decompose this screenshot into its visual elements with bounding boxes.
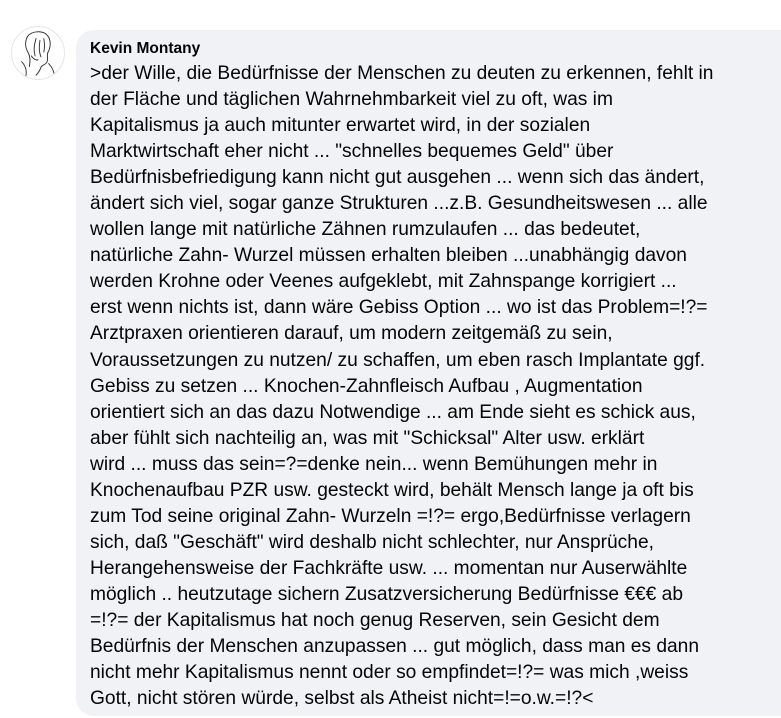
- avatar[interactable]: [11, 26, 65, 80]
- comment-line: nicht mehr Kapitalismus nennt oder so empfindet=!?= was mich ,weiss: [90, 662, 689, 684]
- comment-line: aber fühlt sich nachteilig an, was mit "Schicksal" Alter usw. erklärt: [90, 427, 645, 449]
- comment-line: sich, daß "Geschäft" wird deshalb nicht schlechter, nur Ansprüche,: [90, 531, 654, 553]
- comment-line: natürliche Zahn- Wurzel müssen erhalten bleiben ...unabhängig davon: [90, 245, 687, 267]
- comment-line: Kapitalismus ja auch mitunter erwartet wird, in der sozialen: [90, 115, 591, 137]
- comment-line: wird ... muss das sein=?=denke nein... wenn Bemühungen mehr in: [90, 453, 658, 475]
- comment-text: [90, 61, 773, 712]
- comment-line: wollen lange mit natürliche Zähnen rumzulaufen ... das bedeutet,: [90, 219, 641, 241]
- comment-line: Gebiss zu setzen ... Knochen-Zahnfleisch Aufbau , Augmentation: [90, 375, 643, 397]
- comment-line: Herangehensweise der Fachkräfte usw. ... momentan nur Auserwählte: [90, 557, 688, 579]
- comment-line: Knochenaufbau PZR usw. gesteckt wird, behält Mensch lange ja oft bis: [90, 479, 694, 501]
- comment-line: der Fläche und täglichen Wahrnehmbarkeit viel zu oft, was im: [90, 89, 613, 111]
- comment-line: Gott, nicht stören würde, selbst als Atheist nicht=!=o.w.=!?<: [90, 688, 594, 710]
- comment-line: ändert sich viel, sogar ganze Strukturen ...z.B. Gesundheitswesen ... alle: [90, 193, 708, 215]
- comment-line: >der Wille, die Bedürfnisse der Menschen zu deuten zu erkennen, fehlt in: [90, 63, 714, 84]
- profile-sketch-icon: [12, 27, 64, 79]
- comment-line: Bedürfnisbefriedigung kann nicht gut ausgehen ... wenn sich das ändert,: [90, 167, 705, 189]
- comment-line: erst wenn nichts ist, dann wäre Gebiss Option ... wo ist das Problem=!?=: [90, 297, 708, 319]
- comment-line: möglich .. heutzutage sichern Zusatzversicherung Bedürfnisse €€€ ab: [90, 583, 684, 605]
- comment-line: Voraussetzungen zu nutzen/ zu schaffen, um eben rasch Implantate ggf.: [90, 349, 706, 371]
- comment-line: werden Krohne oder Veenes aufgeklebt, mit Zahnspange korrigiert ...: [90, 271, 677, 293]
- comment-line: Marktwirtschaft eher nicht ... "schnelles bequemes Geld" über: [90, 141, 614, 163]
- comment-line: =!?= der Kapitalismus hat noch genug Reserven, sein Gesicht dem: [90, 609, 660, 631]
- comment-line: Arztpraxen orientieren darauf, um modern zeitgemäß zu sein,: [90, 323, 613, 345]
- comment-line: zum Tod seine original Zahn- Wurzeln =!?= ergo,Bedürfnisse verlagern: [90, 505, 691, 527]
- comment-line: orientiert sich an das dazu Notwendige ... am Ende sieht es schick aus,: [90, 401, 696, 423]
- comment-line: Bedürfnis der Menschen anzupassen ... gut möglich, dass man es dann: [90, 636, 700, 658]
- comment-author[interactable]: Kevin Montany: [90, 40, 201, 57]
- comment-bubble: [76, 30, 781, 716]
